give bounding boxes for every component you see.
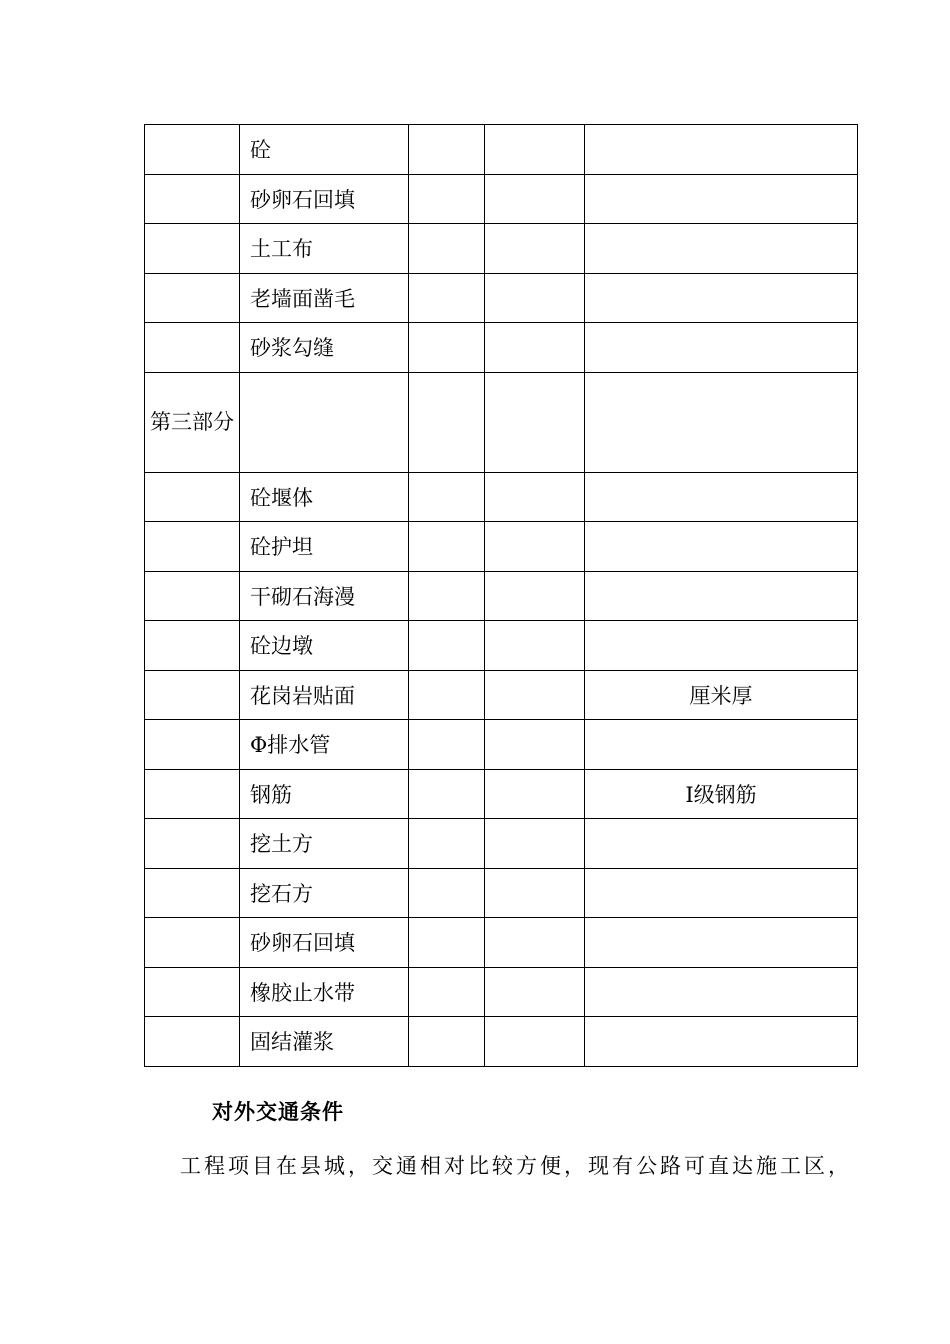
part-cell — [145, 174, 240, 224]
item-cell: 干砌石海漫 — [240, 571, 409, 621]
item-cell: 砼边墩 — [240, 621, 409, 671]
item-cell: 挖石方 — [240, 868, 409, 918]
unit-price-cell — [485, 819, 585, 869]
item-cell: 土工布 — [240, 224, 409, 274]
note-cell — [585, 868, 858, 918]
table-row — [145, 670, 858, 720]
quantity-cell — [409, 372, 485, 472]
quantity-cell — [409, 522, 485, 572]
unit-price-cell — [485, 868, 585, 918]
note-cell — [585, 1017, 858, 1067]
unit-price-cell — [485, 967, 585, 1017]
part-cell — [145, 720, 240, 770]
quantity-cell — [409, 720, 485, 770]
part-cell — [145, 522, 240, 572]
table-body — [145, 125, 858, 1067]
item-cell: 挖土方 — [240, 819, 409, 869]
item-cell: 钢筋 — [240, 769, 409, 819]
table-row — [145, 174, 858, 224]
item-cell: 老墙面凿毛 — [240, 273, 409, 323]
note-cell — [585, 125, 858, 175]
item-cell: 花岗岩贴面 — [240, 670, 409, 720]
part-cell: 第三部分 — [145, 372, 240, 472]
part-cell — [145, 323, 240, 373]
unit-price-cell — [485, 522, 585, 572]
table-row — [145, 769, 858, 819]
quantity-cell — [409, 1017, 485, 1067]
note-cell — [585, 819, 858, 869]
table-row — [145, 273, 858, 323]
table-row — [145, 1017, 858, 1067]
unit-price-cell — [485, 323, 585, 373]
item-cell: 橡胶止水带 — [240, 967, 409, 1017]
item-cell — [240, 372, 409, 472]
table-row — [145, 967, 858, 1017]
table-row — [145, 224, 858, 274]
part-cell — [145, 621, 240, 671]
part-cell — [145, 125, 240, 175]
quantity-cell — [409, 670, 485, 720]
quantity-cell — [409, 273, 485, 323]
part-cell — [145, 670, 240, 720]
unit-price-cell — [485, 621, 585, 671]
quantity-cell — [409, 224, 485, 274]
note-cell — [585, 918, 858, 968]
unit-price-cell — [485, 571, 585, 621]
quantity-cell — [409, 323, 485, 373]
item-cell: 砂卵石回填 — [240, 174, 409, 224]
item-cell: 固结灌浆 — [240, 1017, 409, 1067]
table-row — [145, 819, 858, 869]
table-row — [145, 372, 858, 472]
quantity-cell — [409, 819, 485, 869]
unit-price-cell — [485, 472, 585, 522]
unit-price-cell — [485, 224, 585, 274]
note-cell — [585, 967, 858, 1017]
section-heading: 对外交通条件 — [212, 1099, 344, 1124]
note-cell: Ⅰ级钢筋 — [585, 769, 858, 819]
note-cell — [585, 621, 858, 671]
body-paragraph: 工程项目在县城，交通相对比较方便，现有公路可直达施工区， — [180, 1154, 852, 1178]
quantity-cell — [409, 125, 485, 175]
quantities-table — [144, 124, 858, 1067]
note-cell: 厘米厚 — [585, 670, 858, 720]
item-cell: Φ排水管 — [240, 720, 409, 770]
part-cell — [145, 769, 240, 819]
note-cell — [585, 174, 858, 224]
part-cell — [145, 819, 240, 869]
quantity-cell — [409, 571, 485, 621]
quantity-cell — [409, 868, 485, 918]
table-row — [145, 720, 858, 770]
quantity-cell — [409, 967, 485, 1017]
part-cell — [145, 1017, 240, 1067]
part-cell — [145, 472, 240, 522]
part-cell — [145, 918, 240, 968]
note-cell — [585, 323, 858, 373]
table-row — [145, 868, 858, 918]
unit-price-cell — [485, 174, 585, 224]
part-cell — [145, 571, 240, 621]
part-cell — [145, 273, 240, 323]
note-cell — [585, 522, 858, 572]
item-cell: 砼护坦 — [240, 522, 409, 572]
table-row — [145, 571, 858, 621]
table-row — [145, 918, 858, 968]
unit-price-cell — [485, 670, 585, 720]
note-cell — [585, 571, 858, 621]
part-cell — [145, 868, 240, 918]
quantity-cell — [409, 174, 485, 224]
unit-price-cell — [485, 273, 585, 323]
table-row — [145, 472, 858, 522]
note-cell — [585, 273, 858, 323]
note-cell — [585, 372, 858, 472]
item-cell: 砂浆勾缝 — [240, 323, 409, 373]
unit-price-cell — [485, 720, 585, 770]
part-cell — [145, 967, 240, 1017]
table-row — [145, 621, 858, 671]
quantity-cell — [409, 472, 485, 522]
item-cell: 砼堰体 — [240, 472, 409, 522]
part-cell — [145, 224, 240, 274]
note-cell — [585, 472, 858, 522]
unit-price-cell — [485, 769, 585, 819]
unit-price-cell — [485, 372, 585, 472]
unit-price-cell — [485, 1017, 585, 1067]
note-cell — [585, 224, 858, 274]
note-cell — [585, 720, 858, 770]
table-row — [145, 522, 858, 572]
quantity-cell — [409, 769, 485, 819]
table-row — [145, 323, 858, 373]
item-cell: 砂卵石回填 — [240, 918, 409, 968]
unit-price-cell — [485, 918, 585, 968]
unit-price-cell — [485, 125, 585, 175]
item-cell: 砼 — [240, 125, 409, 175]
quantity-cell — [409, 621, 485, 671]
quantity-cell — [409, 918, 485, 968]
table-row — [145, 125, 858, 175]
